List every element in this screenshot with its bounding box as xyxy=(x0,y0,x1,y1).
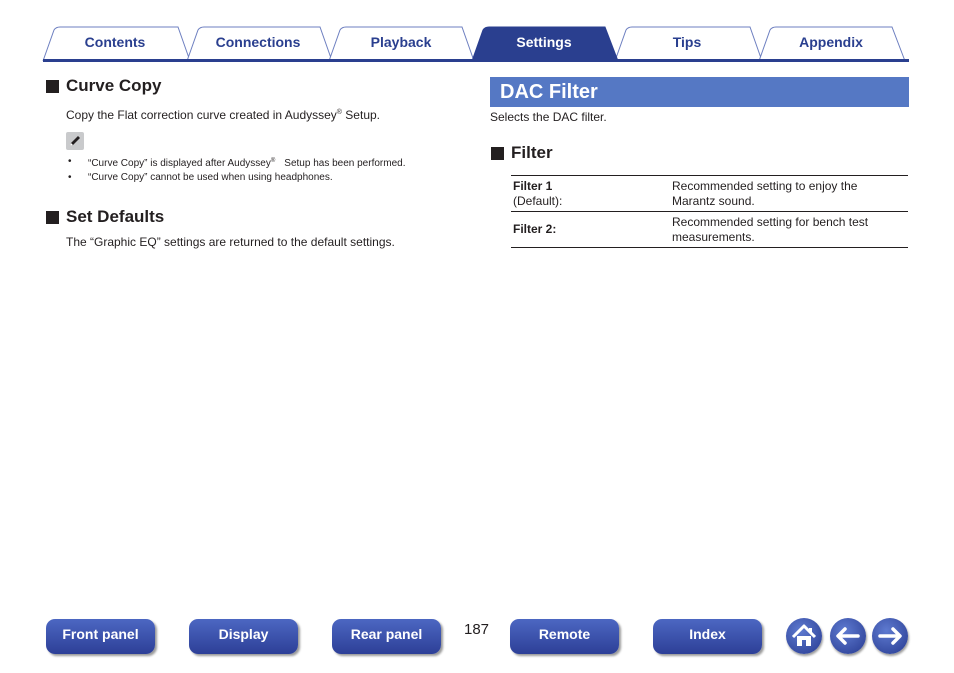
set-defaults-heading xyxy=(46,207,164,227)
front-panel-button[interactable]: Front panel xyxy=(46,619,155,654)
note-text: “Curve Copy” is displayed after Audyssey xyxy=(88,158,271,169)
pencil-note-icon xyxy=(66,132,84,150)
arrow-right-icon xyxy=(872,618,908,654)
arrow-left-icon xyxy=(830,618,866,654)
note-item xyxy=(70,171,333,184)
option-name-cell xyxy=(511,176,670,212)
filter-heading-text: Filter xyxy=(511,143,553,162)
table-row xyxy=(511,176,908,212)
home-button[interactable] xyxy=(786,618,822,654)
option-description-cell xyxy=(670,212,908,248)
filter-options-table xyxy=(511,175,908,248)
curve-copy-heading xyxy=(46,76,161,96)
note-item xyxy=(70,155,405,170)
tab-shapes xyxy=(0,0,954,62)
dac-filter-title: DAC Filter xyxy=(500,81,598,103)
option-default-label: (Default): xyxy=(513,193,563,208)
note-text: “Curve Copy” cannot be used when using headphones. xyxy=(88,172,333,183)
tab-contents[interactable]: Contents xyxy=(84,34,146,50)
tab-tips[interactable]: Tips xyxy=(672,34,702,50)
option-description: Recommended setting to enjoy the xyxy=(672,178,858,193)
option-name-cell xyxy=(511,212,670,248)
option-name: Filter 2: xyxy=(513,222,557,236)
option-description-cell xyxy=(670,176,908,212)
heading-square-icon xyxy=(46,211,59,224)
display-button[interactable]: Display xyxy=(189,619,298,654)
home-icon xyxy=(786,618,822,654)
registered-mark: ® xyxy=(336,109,342,116)
curve-copy-desc-text: Copy the Flat correction curve created in Audyssey xyxy=(66,108,337,122)
heading-square-icon xyxy=(491,147,504,160)
table-row xyxy=(511,212,908,248)
top-tab-bar xyxy=(0,0,954,62)
tab-appendix[interactable]: Appendix xyxy=(799,34,863,50)
option-description: measurements. xyxy=(672,229,755,244)
curve-copy-heading-text: Curve Copy xyxy=(66,76,162,95)
note-text-end: Setup has been performed. xyxy=(284,158,406,169)
tab-connections[interactable]: Connections xyxy=(215,34,301,50)
registered-mark: ® xyxy=(270,158,276,164)
rear-panel-button[interactable]: Rear panel xyxy=(332,619,441,654)
option-description: Recommended setting for bench test xyxy=(672,214,869,229)
remote-button[interactable]: Remote xyxy=(510,619,619,654)
option-name: Filter 1 xyxy=(513,178,553,193)
index-button[interactable]: Index xyxy=(653,619,762,654)
forward-button[interactable] xyxy=(872,618,908,654)
heading-square-icon xyxy=(46,80,59,93)
set-defaults-description: The “Graphic EQ” settings are returned to the default settings. xyxy=(66,235,395,249)
filter-heading xyxy=(491,143,553,163)
tab-playback[interactable]: Playback xyxy=(370,34,432,50)
curve-copy-description xyxy=(66,105,380,123)
curve-copy-desc-end: Setup. xyxy=(341,108,380,122)
page-number: 187 xyxy=(464,621,490,638)
set-defaults-heading-text: Set Defaults xyxy=(66,207,165,226)
back-button[interactable] xyxy=(830,618,866,654)
tab-settings[interactable]: Settings xyxy=(516,34,572,50)
option-description: Marantz sound. xyxy=(672,193,755,208)
dac-filter-description: Selects the DAC filter. xyxy=(490,110,607,124)
